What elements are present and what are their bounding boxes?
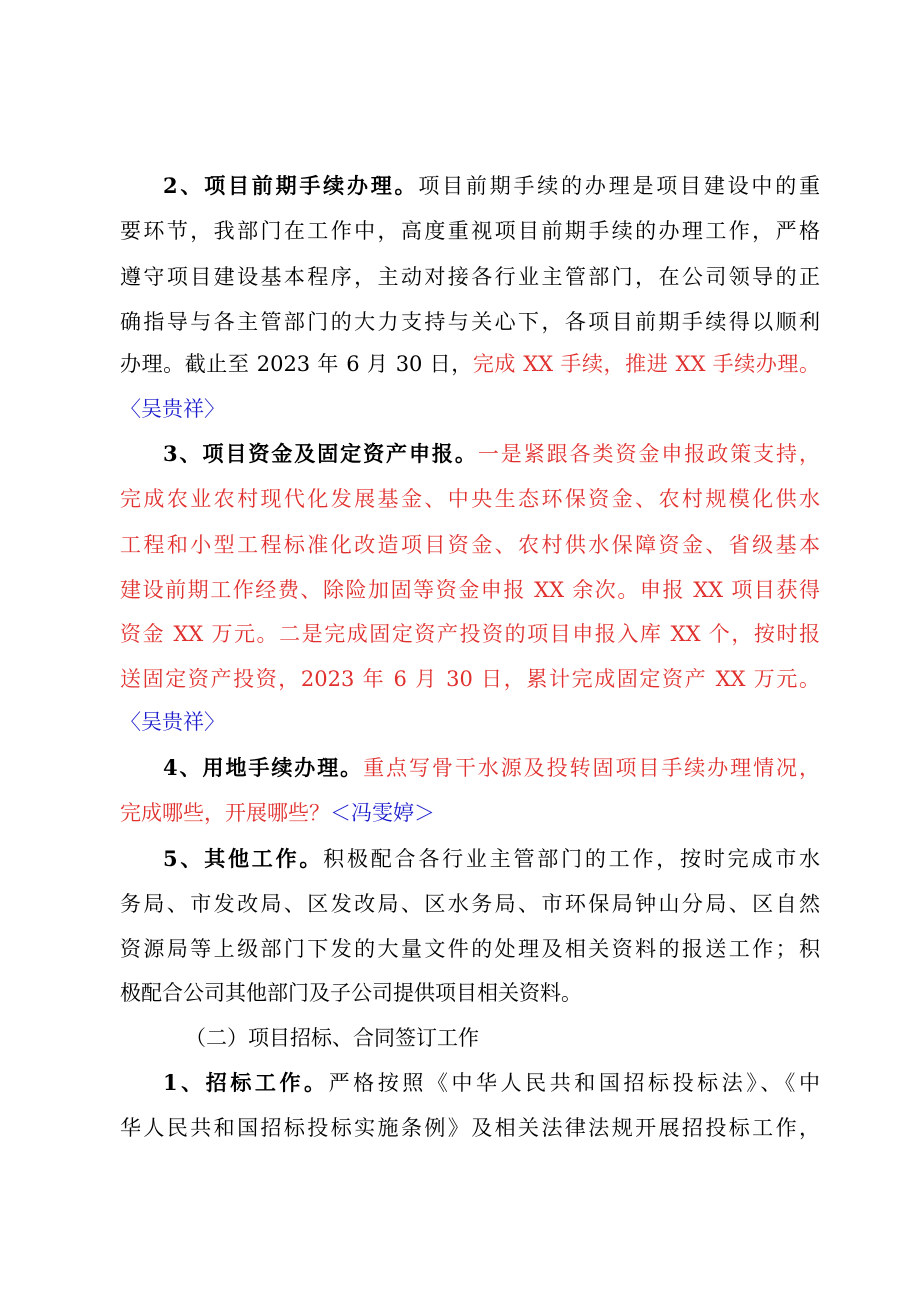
item-4-author: ＜冯雯婷＞ [330, 801, 435, 825]
item-5-line-4: 极配合公司其他部门及子公司提供项目相关资料。 [120, 981, 582, 1005]
item-1-line-1 [163, 1067, 820, 1099]
item-3-line-3: 工程和小型工程标准化改造项目资金、农村供水保障资金、省级基本 [120, 533, 820, 557]
item-3-heading: 3、项目资金及固定资产申报。 [163, 441, 478, 466]
item-3-line-4: 建设前期工作经费、除险加固等资金申报 XX 余次。申报 XX 项目获得 [120, 578, 820, 602]
subsection-title: （二）项目招标、合同签订工作 [185, 1026, 479, 1050]
item-2-line-4: 确指导与各主管部门的大力支持与关心下，各项目前期手续得以顺利 [120, 310, 820, 334]
item-1-heading: 1、招标工作。 [163, 1070, 329, 1095]
item-4-line-2 [120, 797, 820, 829]
item-5-heading: 5、其他工作。 [163, 846, 324, 871]
item-2-heading: 2、项目前期手续办理。 [163, 173, 419, 198]
item-2-line-1 [163, 170, 820, 202]
item-3-author: 〈吴贵祥〉 [120, 710, 225, 734]
item-4-line-1 [163, 752, 820, 784]
item-1-text: 严格按照《中华人民共和国招标投标法》、《中 [328, 1071, 820, 1095]
item-4-red-text: 重点写骨干水源及投转固项目手续办理情况， [363, 756, 820, 780]
item-2-red-text: 完成 XX 手续，推进 XX 手续办理。 [472, 352, 820, 376]
item-3-line-6: 送固定资产投资，2023 年 6 月 30 日，累计完成固定资产 XX 万元。 [120, 667, 820, 691]
item-5-line-3: 资源局等上级部门下发的大量文件的处理及相关资料的报送工作；积 [120, 937, 820, 961]
item-2-author: 〈吴贵祥〉 [120, 397, 225, 421]
item-2-line-3: 遵守项目建设基本程序，主动对接各行业主管部门，在公司领导的正 [120, 265, 820, 289]
item-3-red-text: 一是紧跟各类资金申报政策支持， [477, 442, 820, 466]
item-1-line-2: 华人民共和国招标投标实施条例》及相关法律法规开展招投标工作， [120, 1116, 820, 1140]
item-3-line-1 [163, 438, 820, 470]
item-3-line-5: 资金 XX 万元。二是完成固定资产投资的项目申报入库 XX 个，按时报 [120, 622, 820, 646]
item-5-line-2: 务局、市发改局、区发改局、区水务局、市环保局钟山分局、区自然 [120, 892, 820, 916]
item-4-heading: 4、用地手续办理。 [163, 755, 364, 780]
item-4-red-text-2: 完成哪些，开展哪些？ [120, 801, 330, 825]
item-5-text: 积极配合各行业主管部门的工作，按时完成市水 [323, 847, 820, 871]
item-2-line-5 [120, 348, 820, 380]
item-3-line-2: 完成农业农村现代化发展基金、中央生态环保资金、农村规模化供水 [120, 487, 820, 511]
item-2-line-2: 要环节，我部门在工作中，高度重视项目前期手续的办理工作，严格 [120, 219, 820, 243]
item-2-text: 项目前期手续的办理是项目建设中的重 [418, 174, 820, 198]
item-2-date-text: 办理。截止至 2023 年 6 月 30 日， [120, 352, 473, 376]
item-5-line-1 [163, 843, 820, 875]
